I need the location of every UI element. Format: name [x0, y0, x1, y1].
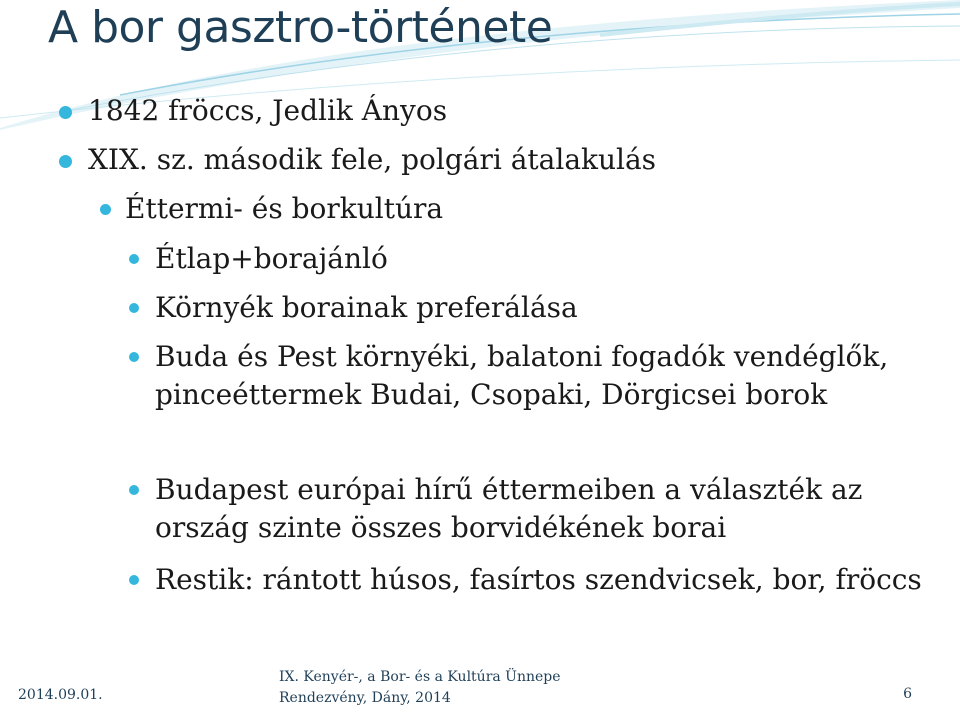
- footer-event-line-2: Rendezvény, Dány, 2014: [279, 690, 451, 706]
- bullet-text: Buda és Pest környéki, balatoni fogadók vendéglők, pinceéttermek Budai, Csopaki, Dörgicsei borok: [155, 340, 889, 411]
- bullet-text: Budapest európai hírű éttermeiben a választék az ország szinte összes borvidékének borai: [155, 473, 863, 544]
- bullet-item: [155, 338, 925, 414]
- bullet-item: [155, 240, 925, 278]
- bullet-text: Étlap+borajánló: [155, 242, 388, 275]
- bullet-dot-icon: [59, 155, 72, 168]
- bullet-dot-icon: [129, 303, 139, 313]
- bullet-dot-icon: [129, 352, 139, 362]
- bullet-dot-icon: [100, 204, 111, 215]
- bullet-dot-icon: [129, 485, 139, 495]
- bullet-item: [88, 142, 656, 178]
- footer-event: [279, 667, 561, 709]
- slide-title: A bor gasztro-története: [48, 2, 553, 53]
- footer-date: 2014.09.01.: [18, 687, 103, 703]
- bullet-text: Restik: rántott húsos, fasírtos szendvicsek, bor, fröccs: [155, 563, 922, 596]
- bullet-item: [88, 93, 447, 129]
- bullet-text: Éttermi- és borkultúra: [125, 192, 444, 225]
- bullet-item: [155, 561, 925, 599]
- bullet-dot-icon: [59, 106, 72, 119]
- bullet-item: [155, 471, 925, 547]
- bullet-text: Környék borainak preferálása: [155, 291, 578, 324]
- bullet-item: [155, 289, 925, 327]
- bullet-dot-icon: [129, 575, 139, 585]
- bullet-item: [125, 191, 443, 227]
- bullet-text: 1842 fröccs, Jedlik Ányos: [88, 94, 448, 127]
- page-number: 6: [903, 686, 912, 702]
- bullet-dot-icon: [129, 254, 139, 264]
- bullet-text: XIX. sz. második fele, polgári átalakulás: [88, 143, 657, 176]
- footer-event-line-1: IX. Kenyér-, a Bor- és a Kultúra Ünnepe: [279, 669, 561, 685]
